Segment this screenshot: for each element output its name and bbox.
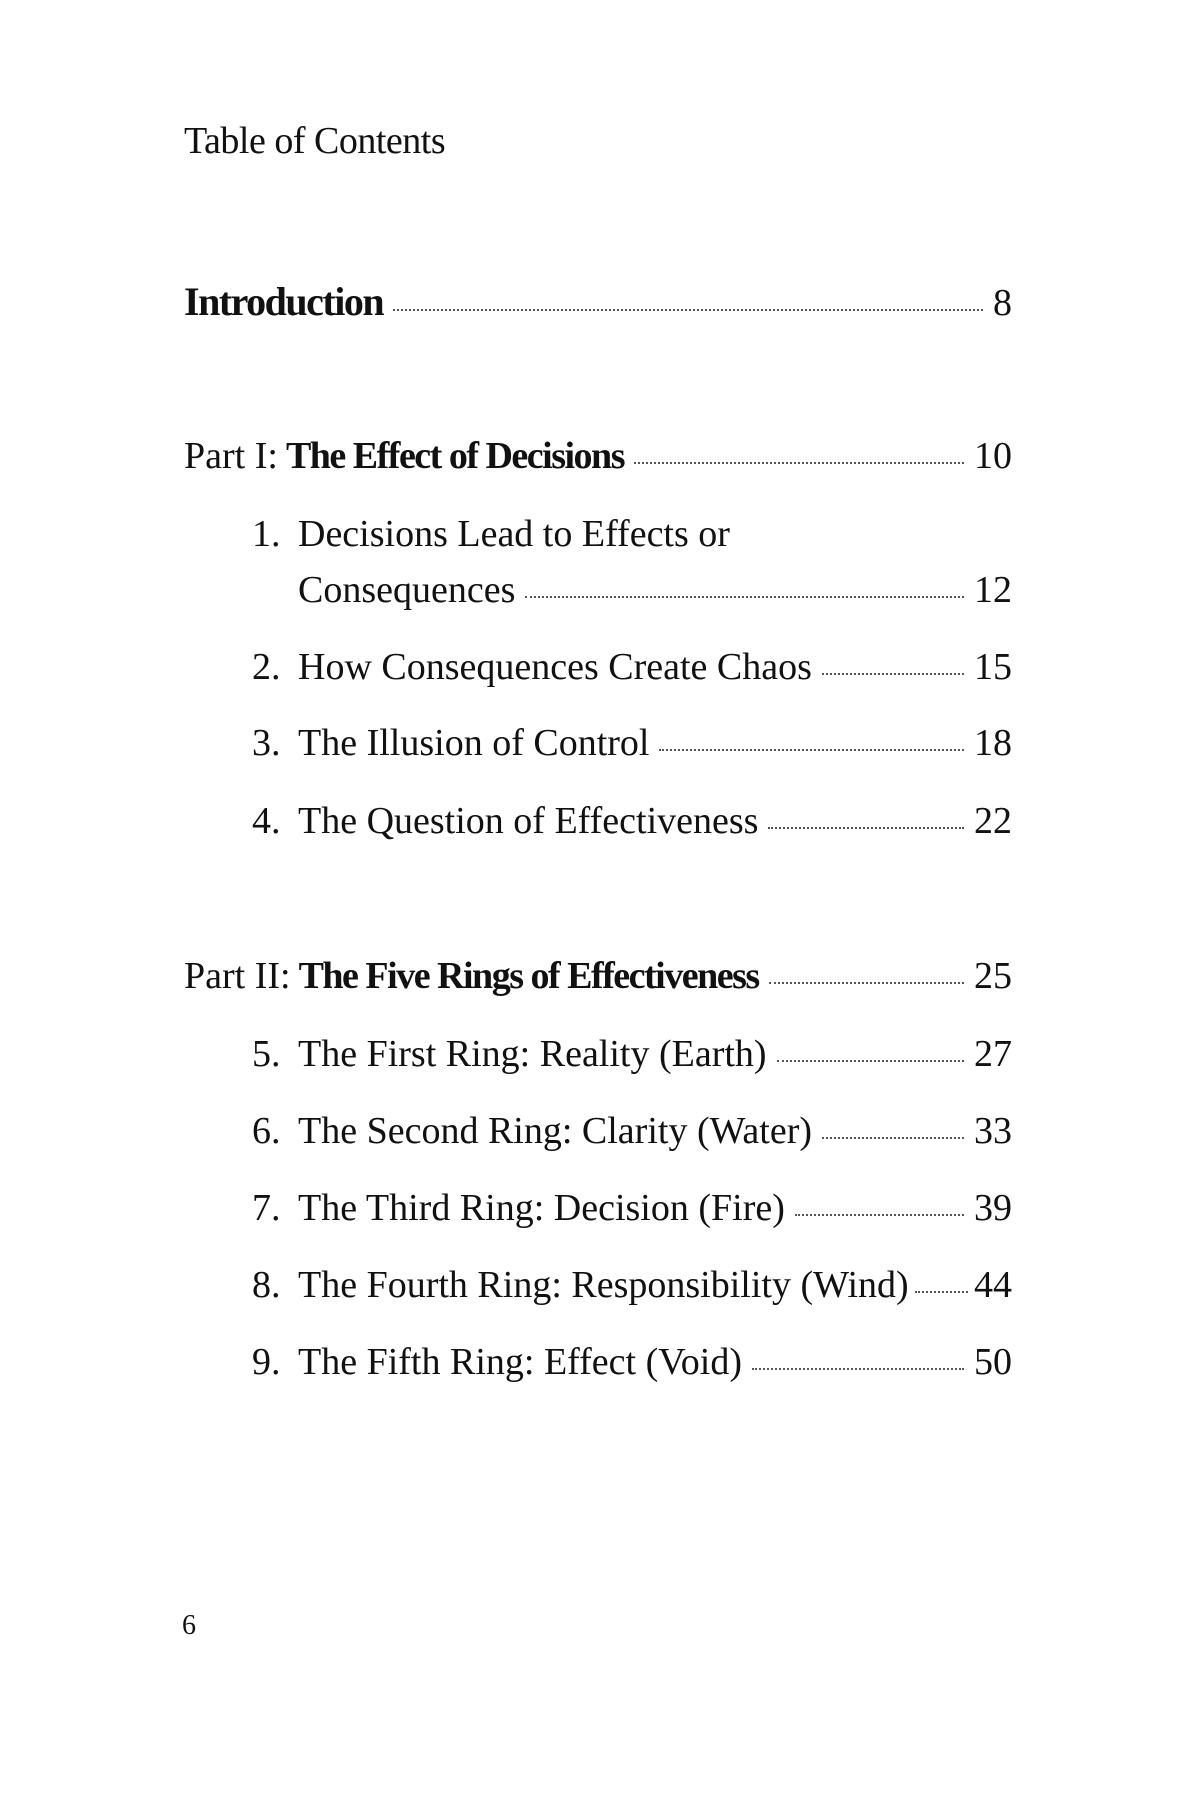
entry-page-number: 12 (974, 569, 1012, 611)
chapter-title-line-1: Decisions Lead to Effects or (298, 513, 730, 555)
dot-leader (915, 1291, 968, 1293)
dot-leader (795, 1214, 964, 1216)
entry-page-number: 39 (974, 1187, 1012, 1229)
dot-leader (768, 827, 964, 829)
chapter-title: The Fourth Ring: Responsibility (Wind) (298, 1264, 909, 1306)
toc-entry-chapter-3[interactable] (252, 724, 1012, 762)
part-title: The Effect of Decisions (285, 435, 624, 477)
chapter-title: The Third Ring: Decision (Fire) (298, 1187, 785, 1229)
entry-page-number: 50 (974, 1341, 1012, 1383)
toc-entry-part-1[interactable] (184, 437, 1012, 475)
part-prefix: Part II: (184, 955, 291, 997)
part-prefix: Part I: (184, 435, 278, 477)
toc-entry-chapter-7[interactable] (252, 1189, 1012, 1227)
entry-page-number: 10 (974, 435, 1012, 477)
chapter-number: 8. (252, 1264, 281, 1306)
entry-page-number: 22 (974, 800, 1012, 842)
toc-entry-part-2[interactable] (184, 957, 1012, 995)
entry-page-number: 33 (974, 1110, 1012, 1152)
toc-entry-chapter-5[interactable] (252, 1035, 1012, 1073)
dot-leader (634, 462, 964, 464)
chapter-number: 1. (252, 513, 281, 555)
toc-entry-chapter-4[interactable] (252, 802, 1012, 840)
dot-leader (752, 1368, 964, 1370)
chapter-line-1 (252, 515, 1012, 553)
chapter-number: 6. (252, 1110, 281, 1152)
chapter-number: 4. (252, 800, 281, 842)
chapter-title: The Fifth Ring: Effect (Void) (298, 1341, 742, 1383)
entry-page-number: 44 (974, 1264, 1012, 1306)
chapter-number: 5. (252, 1033, 281, 1075)
toc-entry-chapter-9[interactable] (252, 1343, 1012, 1381)
chapter-title: The First Ring: Reality (Earth) (298, 1033, 767, 1075)
dot-leader (822, 1137, 964, 1139)
entry-title: Introduction (184, 279, 384, 324)
chapter-title: The Second Ring: Clarity (Water) (298, 1110, 813, 1152)
dot-leader (659, 749, 964, 751)
chapter-title: How Consequences Create Chaos (298, 646, 812, 688)
part-title: The Five Rings of Effectiveness (298, 955, 759, 997)
page-number: 6 (182, 1610, 196, 1641)
entry-page-number: 15 (974, 646, 1012, 688)
dot-leader (393, 309, 983, 311)
page-title: Table of Contents (184, 120, 446, 162)
toc-entry-chapter-8[interactable] (252, 1266, 1012, 1304)
dot-leader (777, 1060, 964, 1062)
chapter-line-2 (298, 571, 1012, 609)
entry-page-number: 8 (993, 282, 1012, 324)
chapter-title: The Illusion of Control (298, 722, 650, 764)
dot-leader (822, 673, 964, 675)
entry-page-number: 27 (974, 1033, 1012, 1075)
dot-leader (769, 982, 964, 984)
chapter-title: The Question of Effectiveness (298, 800, 759, 842)
toc-entry-chapter-6[interactable] (252, 1112, 1012, 1150)
toc-entry-introduction[interactable] (184, 279, 1012, 324)
toc-entry-chapter-2[interactable] (252, 648, 1012, 686)
chapter-number: 7. (252, 1187, 281, 1229)
entry-page-number: 25 (974, 955, 1012, 997)
chapter-number: 2. (252, 646, 281, 688)
chapter-title-line-2: Consequences (298, 569, 516, 611)
entry-page-number: 18 (974, 722, 1012, 764)
chapter-number: 9. (252, 1341, 281, 1383)
dot-leader (525, 596, 964, 598)
chapter-number: 3. (252, 722, 281, 764)
